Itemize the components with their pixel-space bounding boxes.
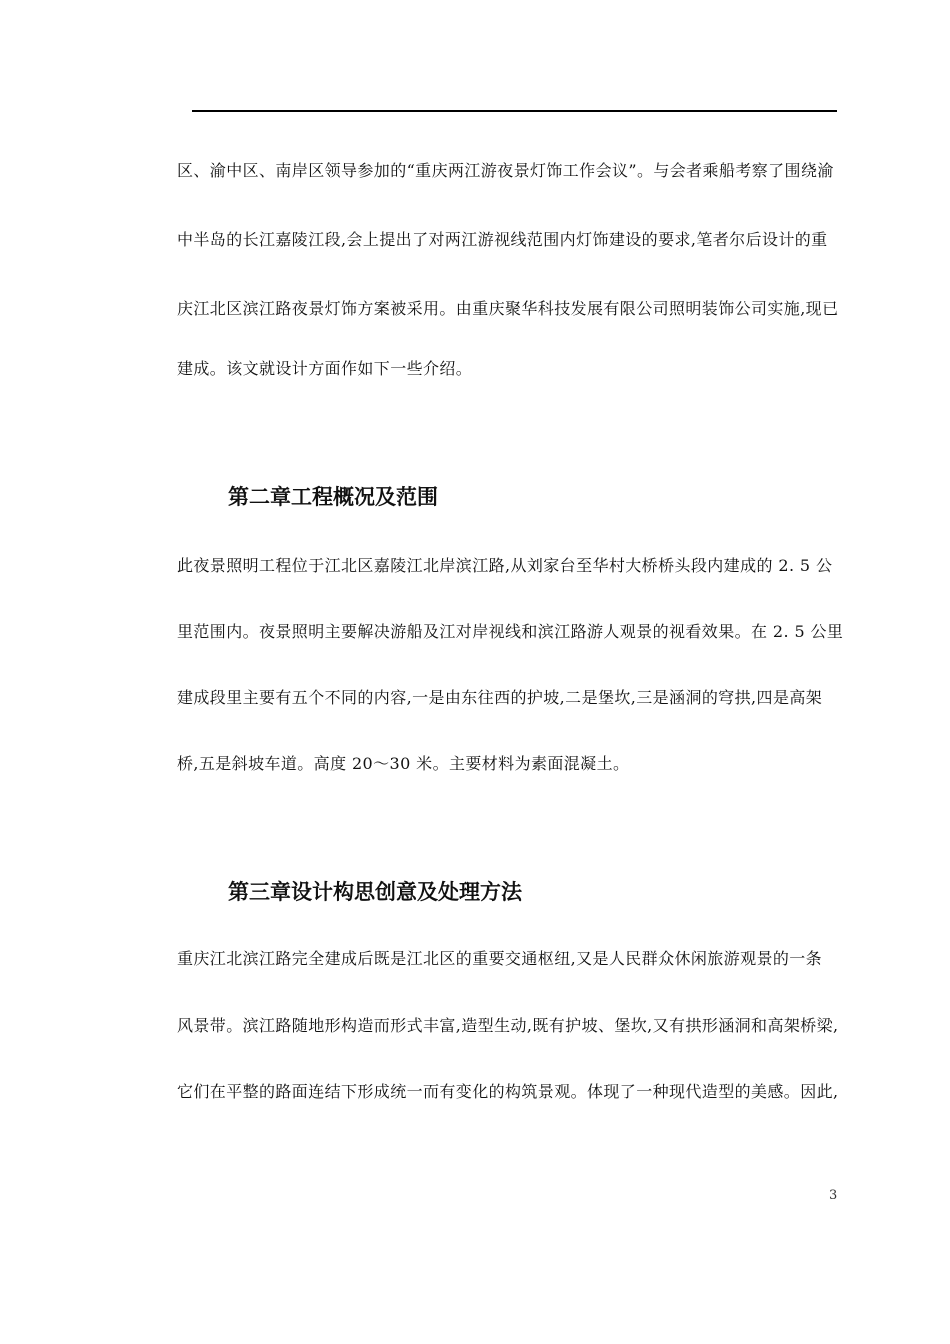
paragraph-line: 中半岛的长江嘉陵江段,会上提出了对两江游视线范围内灯饰建设的要求,笔者尔后设计的重 — [177, 230, 828, 249]
paragraph-line: 此夜景照明工程位于江北区嘉陵江北岸滨江路,从刘家台至华村大桥桥头段内建成的 2. 5 公 — [177, 556, 833, 575]
paragraph-line: 桥,五是斜坡车道。高度 20～30 米。主要材料为素面混凝土。 — [177, 754, 630, 773]
chapter-heading: 第二章工程概况及范围 — [228, 485, 438, 509]
paragraph-line: 区、渝中区、南岸区领导参加的“重庆两江游夜景灯饰工作会议”。与会者乘船考察了围绕渝 — [177, 161, 834, 180]
chapter-heading: 第三章设计构思创意及处理方法 — [228, 880, 522, 904]
paragraph-line: 庆江北区滨江路夜景灯饰方案被采用。由重庆聚华科技发展有限公司照明装饰公司实施,现已 — [177, 299, 839, 318]
paragraph-line: 重庆江北滨江路完全建成后既是江北区的重要交通枢纽,又是人民群众休闲旅游观景的一条 — [177, 949, 823, 968]
header-rule — [192, 110, 837, 112]
page-number: 3 — [829, 1188, 838, 1203]
paragraph-line: 风景带。滨江路随地形构造而形式丰富,造型生动,既有护坡、堡坎,又有拱形涵洞和高架桥梁, — [177, 1016, 839, 1035]
paragraph-line: 建成段里主要有五个不同的内容,一是由东往西的护坡,二是堡坎,三是涵洞的穹拱,四是高架 — [177, 688, 823, 707]
paragraph-line: 里范围内。夜景照明主要解决游船及江对岸视线和滨江路游人观景的视看效果。在 2. 5 公里 — [177, 622, 844, 641]
paragraph-line: 建成。该文就设计方面作如下一些介绍。 — [177, 359, 473, 378]
paragraph-line: 它们在平整的路面连结下形成统一而有变化的构筑景观。体现了一种现代造型的美感。因此, — [177, 1082, 839, 1101]
